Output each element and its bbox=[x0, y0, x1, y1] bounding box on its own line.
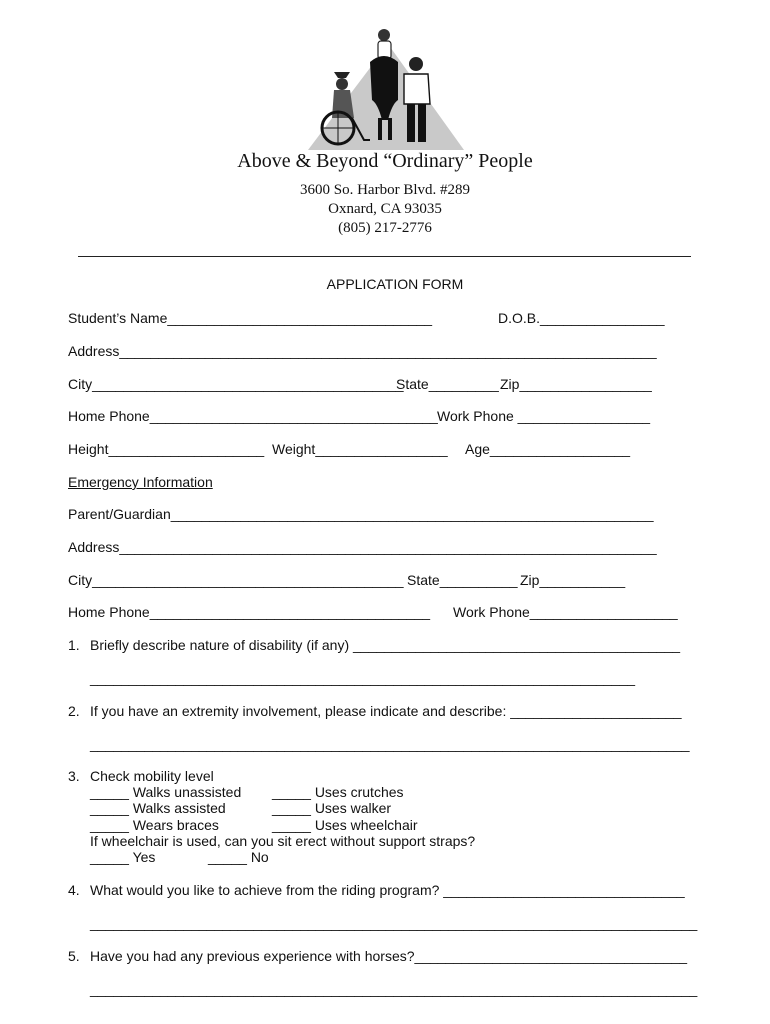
dob-label: D.O.B. bbox=[498, 310, 541, 326]
question-1-answer-line[interactable]: ______________________________________________________________________ bbox=[90, 670, 636, 686]
organization-phone: (805) 217-2776 bbox=[338, 220, 432, 236]
emergency-state-label: State bbox=[407, 572, 440, 588]
question-5-row bbox=[90, 948, 687, 965]
emergency-work-phone-field[interactable]: ___________________ bbox=[529, 604, 678, 620]
option-walks-assisted[interactable]: _____ Walks assisted bbox=[90, 800, 226, 816]
student-name-field[interactable]: __________________________________ bbox=[167, 310, 433, 326]
student-zip-field[interactable]: _________________ bbox=[519, 376, 652, 392]
emergency-heading: Emergency Information bbox=[68, 474, 213, 490]
emergency-city-row bbox=[68, 572, 404, 589]
age-field[interactable]: __________________ bbox=[489, 441, 631, 457]
height-row bbox=[68, 441, 264, 458]
option-uses-crutches[interactable]: _____ Uses crutches bbox=[272, 784, 404, 800]
student-address-field[interactable]: _____________________________________________________________________ bbox=[119, 343, 657, 359]
question-4-answer-line[interactable]: ______________________________________________________________________________ bbox=[90, 915, 698, 931]
option-no[interactable]: _____ No bbox=[208, 849, 269, 865]
question-5-answer-line[interactable]: ______________________________________________________________________________ bbox=[90, 981, 698, 997]
form-title: APPLICATION FORM bbox=[326, 276, 464, 292]
student-home-phone-row bbox=[68, 408, 438, 425]
question-3-subquestion: If wheelchair is used, can you sit erect without support straps? bbox=[90, 833, 476, 849]
emergency-zip-label: Zip bbox=[520, 572, 540, 588]
age-label: Age bbox=[465, 441, 490, 457]
emergency-city-label: City bbox=[68, 572, 93, 588]
emergency-work-phone-row bbox=[453, 604, 678, 621]
dob-field[interactable]: ________________ bbox=[540, 310, 665, 326]
parent-guardian-row bbox=[68, 506, 653, 523]
question-5-number: 5. bbox=[68, 948, 80, 964]
weight-label: Weight bbox=[272, 441, 316, 457]
question-2-field[interactable]: ______________________ bbox=[510, 703, 682, 719]
student-zip-label: Zip bbox=[500, 376, 520, 392]
question-5-text: Have you had any previous experience with horses? bbox=[90, 948, 415, 964]
option-uses-wheelchair[interactable]: _____ Uses wheelchair bbox=[272, 817, 418, 833]
question-2-answer-line[interactable]: _____________________________________________________________________________ bbox=[90, 736, 690, 752]
student-work-phone-row bbox=[437, 408, 650, 425]
student-address-label: Address bbox=[68, 343, 120, 359]
organization-name: Above & Beyond “Ordinary” People bbox=[237, 150, 533, 172]
parent-guardian-label: Parent/Guardian bbox=[68, 506, 171, 522]
question-1-row bbox=[90, 637, 680, 654]
question-1-field[interactable]: __________________________________________ bbox=[353, 637, 681, 653]
organization-address-line2: Oxnard, CA 93035 bbox=[328, 201, 442, 217]
emergency-address-label: Address bbox=[68, 539, 120, 555]
student-city-label: City bbox=[68, 376, 93, 392]
student-name-row bbox=[68, 310, 432, 327]
question-4-text: What would you like to achieve from the riding program? bbox=[90, 882, 440, 898]
organization-address-line1: 3600 So. Harbor Blvd. #289 bbox=[300, 182, 470, 198]
question-2-text: If you have an extremity involvement, please indicate and describe: bbox=[90, 703, 507, 719]
question-2-number: 2. bbox=[68, 703, 80, 719]
emergency-zip-field[interactable]: ___________ bbox=[539, 572, 626, 588]
question-3-number: 3. bbox=[68, 768, 80, 784]
emergency-home-phone-field[interactable]: ____________________________________ bbox=[149, 604, 431, 620]
student-city-field[interactable]: ________________________________________ bbox=[92, 376, 404, 392]
emergency-zip-row bbox=[520, 572, 625, 589]
student-address-row bbox=[68, 343, 657, 360]
student-home-phone-field[interactable]: _____________________________________ bbox=[149, 408, 438, 424]
option-uses-walker[interactable]: _____ Uses walker bbox=[272, 800, 392, 816]
emergency-home-phone-row bbox=[68, 604, 430, 621]
emergency-state-row bbox=[407, 572, 518, 589]
question-4-row bbox=[90, 882, 685, 899]
dob-row bbox=[498, 310, 665, 327]
student-state-row bbox=[396, 376, 499, 393]
question-3-text: Check mobility level bbox=[90, 768, 214, 784]
emergency-home-phone-label: Home Phone bbox=[68, 604, 150, 620]
student-city-row bbox=[68, 376, 404, 393]
student-work-phone-label: Work Phone bbox=[437, 408, 514, 424]
student-name-label: Student’s Name bbox=[68, 310, 168, 326]
question-5-field[interactable]: ___________________________________ bbox=[414, 948, 688, 964]
option-walks-unassisted[interactable]: _____ Walks unassisted bbox=[90, 784, 242, 800]
emergency-city-field[interactable]: ________________________________________ bbox=[92, 572, 404, 588]
height-label: Height bbox=[68, 441, 109, 457]
parent-guardian-field[interactable]: ______________________________________________________________ bbox=[170, 506, 654, 522]
header-divider bbox=[78, 256, 691, 257]
weight-row bbox=[272, 441, 448, 458]
student-home-phone-label: Home Phone bbox=[68, 408, 150, 424]
option-wears-braces[interactable]: _____ Wears braces bbox=[90, 817, 219, 833]
question-1-number: 1. bbox=[68, 637, 80, 653]
student-state-field[interactable]: _________ bbox=[428, 376, 499, 392]
organization-logo bbox=[298, 22, 468, 152]
student-zip-row bbox=[500, 376, 652, 393]
height-field[interactable]: ____________________ bbox=[108, 441, 265, 457]
emergency-state-field[interactable]: __________ bbox=[439, 572, 518, 588]
student-work-phone-field[interactable]: _________________ bbox=[517, 408, 651, 424]
question-2-row bbox=[90, 703, 682, 720]
emergency-work-phone-label: Work Phone bbox=[453, 604, 530, 620]
age-row bbox=[465, 441, 630, 458]
emergency-address-row bbox=[68, 539, 657, 556]
weight-field[interactable]: _________________ bbox=[315, 441, 448, 457]
question-4-number: 4. bbox=[68, 882, 80, 898]
option-yes[interactable]: _____ Yes bbox=[90, 849, 156, 865]
question-4-field[interactable]: _______________________________ bbox=[443, 882, 685, 898]
student-state-label: State bbox=[396, 376, 429, 392]
emergency-address-field[interactable]: _____________________________________________________________________ bbox=[119, 539, 657, 555]
question-1-text: Briefly describe nature of disability (if any) bbox=[90, 637, 350, 653]
